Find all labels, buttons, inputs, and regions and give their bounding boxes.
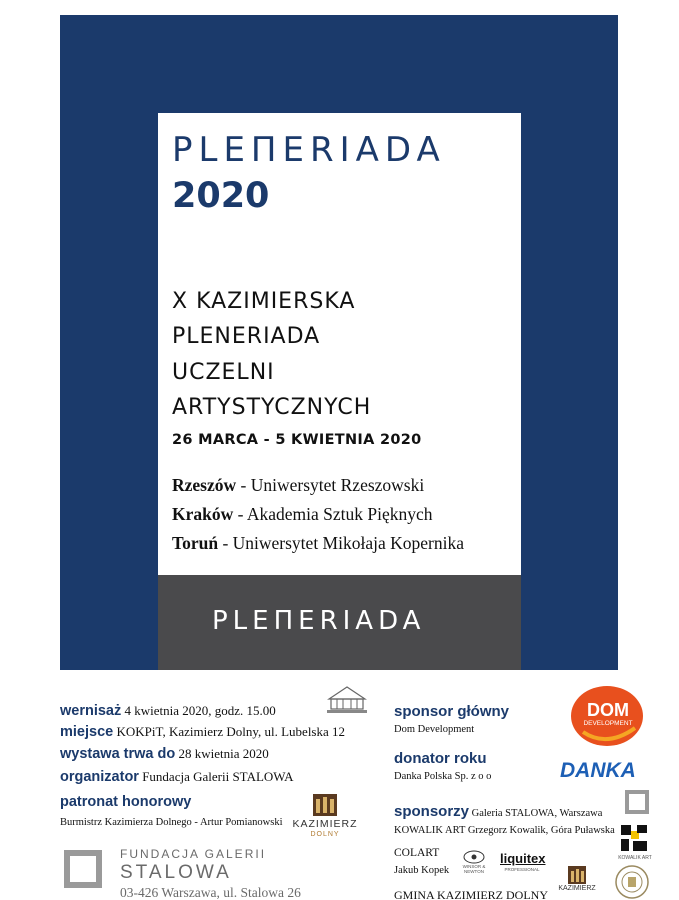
university-line (172, 533, 464, 554)
kowalik-art-logo (619, 823, 649, 853)
university-city: Toruń (172, 533, 219, 553)
wernisaz-label: wernisaż (60, 703, 122, 719)
winsor-newton-icon (462, 850, 486, 864)
sponsor-glowny-label: sponsor główny (394, 703, 510, 720)
fundacja-text: FUNDACJA GALERII (120, 847, 267, 861)
donator-value: Danka Polska Sp. z o o (394, 771, 492, 782)
kowalik-line: KOWALIK ART Grzegorz Kowalik, Góra Puławska (394, 825, 615, 836)
band-title: PLEΠERIADA (212, 606, 426, 636)
organizator-value: Fundacja Galerii STALOWA (138, 769, 294, 784)
sponsorzy-value: Galeria STALOWA, Warszawa (469, 808, 603, 819)
subtitle-line-1: X KAZIMIERSKA (172, 289, 356, 314)
kokpit-building-icon (323, 685, 371, 717)
kazimierz-logo-top: KAZIMIERZ (292, 818, 358, 830)
danka-logo: DANKA (560, 759, 636, 782)
poster-title: PLEΠERIADA (172, 130, 446, 170)
university-name: Uniwersytet Rzeszowski (250, 475, 425, 495)
liquitex-caption: PROFESSIONAL (504, 867, 540, 872)
poster-year: 2020 (172, 176, 270, 216)
stalowa-address: 03-426 Warszawa, ul. Stalowa 26 (120, 885, 301, 900)
liquitex-logo: liquitex (500, 851, 546, 866)
dom-logo-text: DOM (587, 700, 629, 720)
kopek-line: Jakub Kopek (394, 865, 450, 876)
gmina-line: GMINA KAZIMIERZ DOLNY (394, 888, 548, 900)
organizator-line (60, 769, 294, 785)
event-dates: 26 MARCA - 5 KWIETNIA 2020 (172, 432, 422, 448)
kazimierz-small-crest-icon (568, 866, 586, 884)
organizator-label: organizator (60, 769, 139, 785)
sponsor-glowny-value: Dom Development (394, 724, 475, 735)
kowalik-art-caption: KOWALIK ART (618, 855, 652, 861)
kazimierz-crest-icon (312, 793, 338, 817)
stalowa-footer-logo (64, 850, 102, 888)
university-name: Uniwersytet Mikołaja Kopernika (232, 533, 464, 553)
miejsce-label: miejsce (60, 724, 114, 740)
donator-label: donator roku (394, 750, 487, 767)
subtitle-line-3: UCZELNI (172, 360, 275, 385)
wystawa-value: 28 kwietnia 2020 (175, 746, 269, 761)
stalowa-text: STALOWA (120, 862, 232, 883)
dom-development-logo (569, 684, 647, 748)
miejsce-line (60, 724, 345, 740)
sponsorzy-line (394, 803, 602, 820)
wernisaz-line (60, 703, 276, 719)
university-name: Akademia Sztuk Pięknych (246, 504, 433, 524)
university-city: Rzeszów (172, 475, 237, 495)
patronat-value: Burmistrz Kazimierza Dolnego - Artur Pomianowski (60, 817, 283, 828)
patronat-label: patronat honorowy (60, 794, 192, 810)
wystawa-label: wystawa trwa do (60, 746, 176, 762)
colart-line: COLART (394, 847, 440, 859)
wystawa-line (60, 746, 269, 762)
kazimierz-logo-bottom: DOLNY (310, 831, 340, 838)
university-city: Kraków (172, 504, 234, 524)
university-line (172, 504, 433, 525)
miejsce-value: KOKPiT, Kazimierz Dolny, ul. Lubelska 12 (113, 724, 346, 739)
university-sep: - (233, 504, 247, 524)
university-sep: - (236, 475, 251, 495)
dom-logo-subtext: DEVELOPMENT (583, 720, 633, 727)
sponsorzy-label: sponsorzy (394, 803, 470, 820)
stalowa-small-logo (625, 790, 649, 814)
gmina-seal-icon (614, 864, 650, 900)
winsor-newton-caption: WINSOR & NEWTON (462, 864, 486, 874)
kazimierz-small-caption: KAZIMIERZ (558, 885, 596, 892)
university-line (172, 475, 424, 496)
university-sep: - (218, 533, 233, 553)
wernisaz-value: 4 kwietnia 2020, godz. 15.00 (121, 703, 276, 718)
subtitle-line-2: PLENERIADA (172, 324, 321, 349)
subtitle-line-4: ARTYSTYCZNYCH (172, 395, 372, 420)
